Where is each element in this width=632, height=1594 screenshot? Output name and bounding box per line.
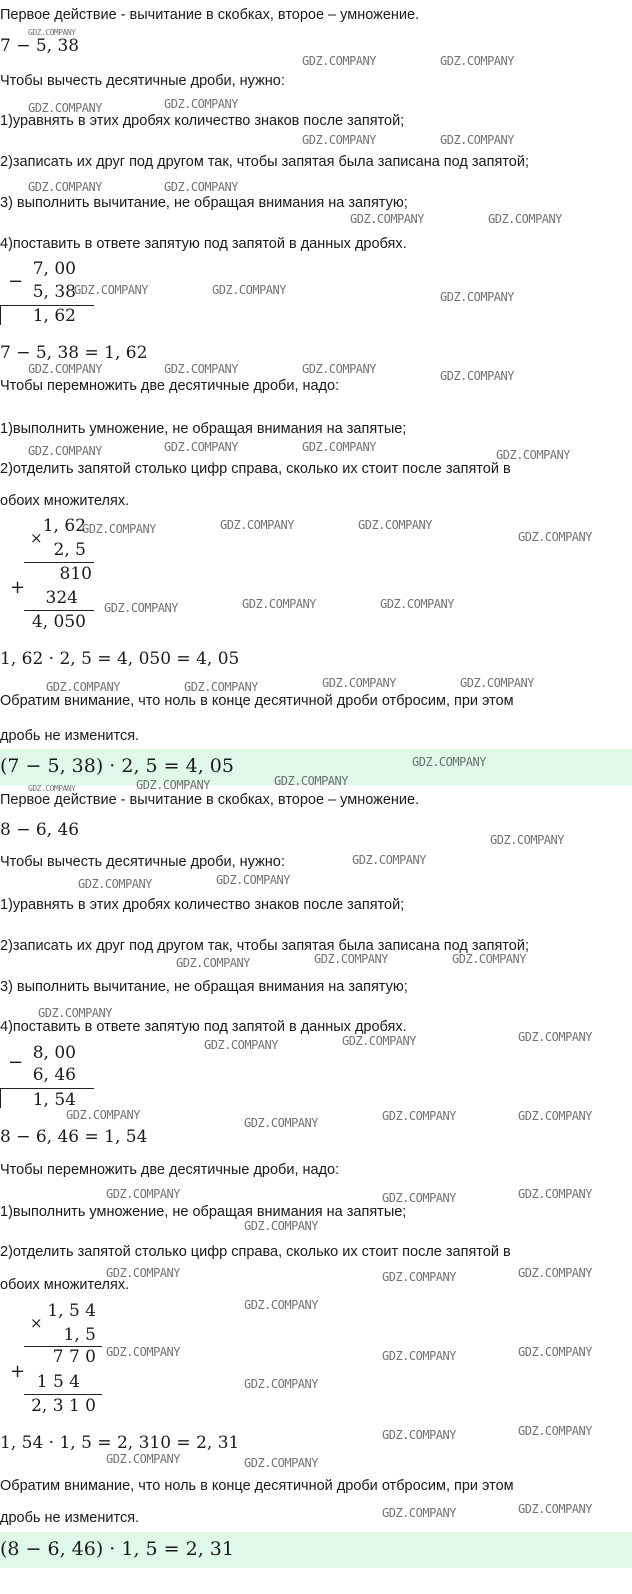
watermark: GDZ.COMPANY — [412, 755, 486, 769]
watermark: GDZ.COMPANY — [28, 444, 102, 458]
result-bracket — [0, 1088, 1, 1108]
watermark: GDZ.COMPANY — [216, 873, 290, 887]
watermark: GDZ.COMPANY — [460, 676, 534, 690]
watermark: GDZ.COMPANY — [382, 1428, 456, 1442]
watermark: GDZ.COMPANY — [440, 369, 514, 383]
difference: 1, 62 — [32, 306, 76, 326]
watermark: GDZ.COMPANY — [66, 1108, 140, 1122]
multiplication-step-2: 2)отделить запятой столько цифр справа, сколько их стоит после запятой в — [0, 461, 511, 477]
watermark: GDZ.COMPANY — [164, 362, 238, 376]
partial-product-2: 324 — [45, 588, 78, 608]
note-line-1: Обратим внимание, что ноль в конце десятичной дроби отбросим, при этом — [0, 1478, 514, 1494]
subtraction-equation: 8 − 6, 46 = 1, 54 — [0, 1127, 148, 1147]
subtraction-rule-title: Чтобы вычесть десятичные дроби, нужно: — [0, 854, 285, 870]
subtraction-step-4: 4)поставить в ответе запятую под запятой в данных дробях. — [0, 236, 407, 252]
watermark: GDZ.COMPANY — [244, 1456, 318, 1470]
watermark: GDZ.COMPANY — [302, 54, 376, 68]
watermark: GDZ.COMPANY — [244, 1298, 318, 1312]
minus-sign: − — [8, 271, 24, 292]
watermark: GDZ.COMPANY — [244, 1377, 318, 1391]
watermark: GDZ.COMPANY — [440, 290, 514, 304]
product-line-2 — [24, 1394, 102, 1395]
product: 2, 3 1 0 — [31, 1396, 96, 1416]
difference: 1, 54 — [32, 1090, 76, 1110]
watermark: GDZ.COMPANY — [164, 97, 238, 111]
watermark: GDZ.COMPANY — [518, 1030, 592, 1044]
watermark: GDZ.COMPANY — [342, 1034, 416, 1048]
answer-highlight — [0, 1532, 632, 1568]
product-line-2 — [24, 610, 94, 611]
multiplication-equation: 1, 62 · 2, 5 = 4, 050 = 4, 05 — [0, 649, 240, 669]
multiplication-step-1: 1)выполнить умножение, не обращая внимания на запятые; — [0, 421, 407, 437]
minus-sign: − — [8, 1052, 24, 1073]
multiplication-step-2: 2)отделить запятой столько цифр справа, сколько их стоит после запятой в — [0, 1244, 511, 1260]
minuend: 7, 00 — [32, 259, 76, 279]
watermark: GDZ.COMPANY — [322, 676, 396, 690]
result-line — [0, 1088, 94, 1089]
result-bracket — [0, 305, 1, 325]
subtrahend: 6, 46 — [32, 1065, 76, 1085]
watermark: GDZ.COMPANY — [350, 212, 424, 226]
watermark: GDZ.COMPANY — [488, 212, 562, 226]
watermark: GDZ.COMPANY — [212, 283, 286, 297]
subtraction-step-3: 3) выполнить вычитание, не обращая внимания на запятую; — [0, 979, 408, 995]
watermark: GDZ.COMPANY — [106, 1187, 180, 1201]
watermark: GDZ.COMPANY — [274, 774, 348, 788]
watermark: GDZ.COMPANY — [106, 1345, 180, 1359]
factor-2: 2, 5 — [53, 540, 86, 560]
multiplication-equation: 1, 54 · 1, 5 = 2, 310 = 2, 31 — [0, 1433, 240, 1453]
plus-sign: + — [10, 1361, 26, 1382]
subtraction-step-2: 2)записать их друг под другом так, чтобы запятая была записана под запятой; — [0, 154, 529, 170]
watermark: GDZ.COMPANY — [382, 1191, 456, 1205]
watermark: GDZ.COMPANY — [104, 601, 178, 615]
watermark: GDZ.COMPANY — [382, 1506, 456, 1520]
watermark: GDZ.COMPANY — [28, 784, 76, 793]
watermark: GDZ.COMPANY — [496, 448, 570, 462]
watermark: GDZ.COMPANY — [518, 1109, 592, 1123]
product-line-1 — [24, 562, 94, 563]
subtrahend: 5, 38 — [32, 282, 76, 302]
watermark: GDZ.COMPANY — [302, 440, 376, 454]
watermark: GDZ.COMPANY — [244, 1219, 318, 1233]
watermark: GDZ.COMPANY — [452, 952, 526, 966]
watermark: GDZ.COMPANY — [106, 1452, 180, 1466]
watermark: GDZ.COMPANY — [518, 1424, 592, 1438]
watermark: GDZ.COMPANY — [490, 833, 564, 847]
watermark: GDZ.COMPANY — [164, 180, 238, 194]
final-answer: (8 − 6, 46) · 1, 5 = 2, 31 — [0, 1538, 234, 1560]
note-line-2: дробь не изменится. — [0, 728, 140, 744]
product: 4, 050 — [31, 612, 86, 632]
watermark: GDZ.COMPANY — [46, 680, 120, 694]
subtraction-step-1: 1)уравнять в этих дробях количество знаков после запятой; — [0, 897, 405, 913]
multiplication-step-2-cont: обоих множителях. — [0, 1277, 130, 1293]
subtraction-step-1: 1)уравнять в этих дробях количество знаков после запятой; — [0, 113, 405, 129]
watermark: GDZ.COMPANY — [518, 1345, 592, 1359]
watermark: GDZ.COMPANY — [28, 28, 76, 37]
watermark: GDZ.COMPANY — [352, 853, 426, 867]
watermark: GDZ.COMPANY — [28, 101, 102, 115]
watermark: GDZ.COMPANY — [176, 956, 250, 970]
watermark: GDZ.COMPANY — [82, 522, 156, 536]
watermark: GDZ.COMPANY — [136, 778, 210, 792]
subtraction-equation: 7 − 5, 38 = 1, 62 — [0, 343, 148, 363]
watermark: GDZ.COMPANY — [518, 1187, 592, 1201]
watermark: GDZ.COMPANY — [242, 597, 316, 611]
watermark: GDZ.COMPANY — [382, 1270, 456, 1284]
subtraction-rule-title: Чтобы вычесть десятичные дроби, нужно: — [0, 73, 285, 89]
expression: 8 − 6, 46 — [0, 820, 80, 840]
multiplication-step-1: 1)выполнить умножение, не обращая внимания на запятые; — [0, 1204, 407, 1220]
watermark: GDZ.COMPANY — [106, 1266, 180, 1280]
watermark: GDZ.COMPANY — [28, 362, 102, 376]
watermark: GDZ.COMPANY — [382, 1349, 456, 1363]
watermark: GDZ.COMPANY — [380, 597, 454, 611]
partial-product-2: 1 5 4 — [36, 1372, 80, 1392]
partial-product-1: 7 7 0 — [52, 1347, 96, 1367]
plus-sign: + — [10, 577, 26, 598]
final-answer: (7 − 5, 38) · 2, 5 = 4, 05 — [0, 755, 234, 777]
multiplication-rule-title: Чтобы перемножить две десятичные дроби, надо: — [0, 1162, 340, 1178]
watermark: GDZ.COMPANY — [164, 440, 238, 454]
minuend: 8, 00 — [32, 1043, 76, 1063]
multiplication-step-2-cont: обоих множителях. — [0, 493, 130, 509]
watermark: GDZ.COMPANY — [38, 1006, 112, 1020]
watermark: GDZ.COMPANY — [440, 54, 514, 68]
watermark: GDZ.COMPANY — [518, 1266, 592, 1280]
factor-1: 1, 5 4 — [47, 1301, 96, 1321]
subtraction-step-2: 2)записать их друг под другом так, чтобы запятая была записана под запятой; — [0, 938, 529, 954]
note-line-1: Обратим внимание, что ноль в конце десятичной дроби отбросим, при этом — [0, 693, 514, 709]
partial-product-1: 810 — [59, 564, 92, 584]
watermark: GDZ.COMPANY — [184, 680, 258, 694]
multiplication-rule-title: Чтобы перемножить две десятичные дроби, надо: — [0, 378, 340, 394]
watermark: GDZ.COMPANY — [220, 518, 294, 532]
subtraction-step-3: 3) выполнить вычитание, не обращая внимания на запятую; — [0, 195, 408, 211]
subtraction-step-4: 4)поставить в ответе запятую под запятой в данных дробях. — [0, 1019, 407, 1035]
watermark: GDZ.COMPANY — [382, 1109, 456, 1123]
watermark: GDZ.COMPANY — [204, 1038, 278, 1052]
watermark: GDZ.COMPANY — [518, 1502, 592, 1516]
watermark: GDZ.COMPANY — [518, 530, 592, 544]
expression: 7 − 5, 38 — [0, 36, 80, 56]
watermark: GDZ.COMPANY — [302, 362, 376, 376]
note-line-2: дробь не изменится. — [0, 1510, 140, 1526]
watermark: GDZ.COMPANY — [358, 518, 432, 532]
watermark: GDZ.COMPANY — [28, 180, 102, 194]
times-sign: × — [30, 1314, 43, 1332]
watermark: GDZ.COMPANY — [74, 283, 148, 297]
intro-text: Первое действие - вычитание в скобках, второе – умножение. — [0, 7, 420, 23]
factor-1: 1, 62 — [42, 516, 86, 536]
watermark: GDZ.COMPANY — [302, 133, 376, 147]
factor-2: 1, 5 — [63, 1325, 96, 1345]
watermark: GDZ.COMPANY — [314, 952, 388, 966]
watermark: GDZ.COMPANY — [78, 877, 152, 891]
intro-text: Первое действие - вычитание в скобках, второе – умножение. — [0, 792, 420, 808]
times-sign: × — [30, 529, 43, 547]
watermark: GDZ.COMPANY — [244, 1116, 318, 1130]
watermark: GDZ.COMPANY — [440, 133, 514, 147]
